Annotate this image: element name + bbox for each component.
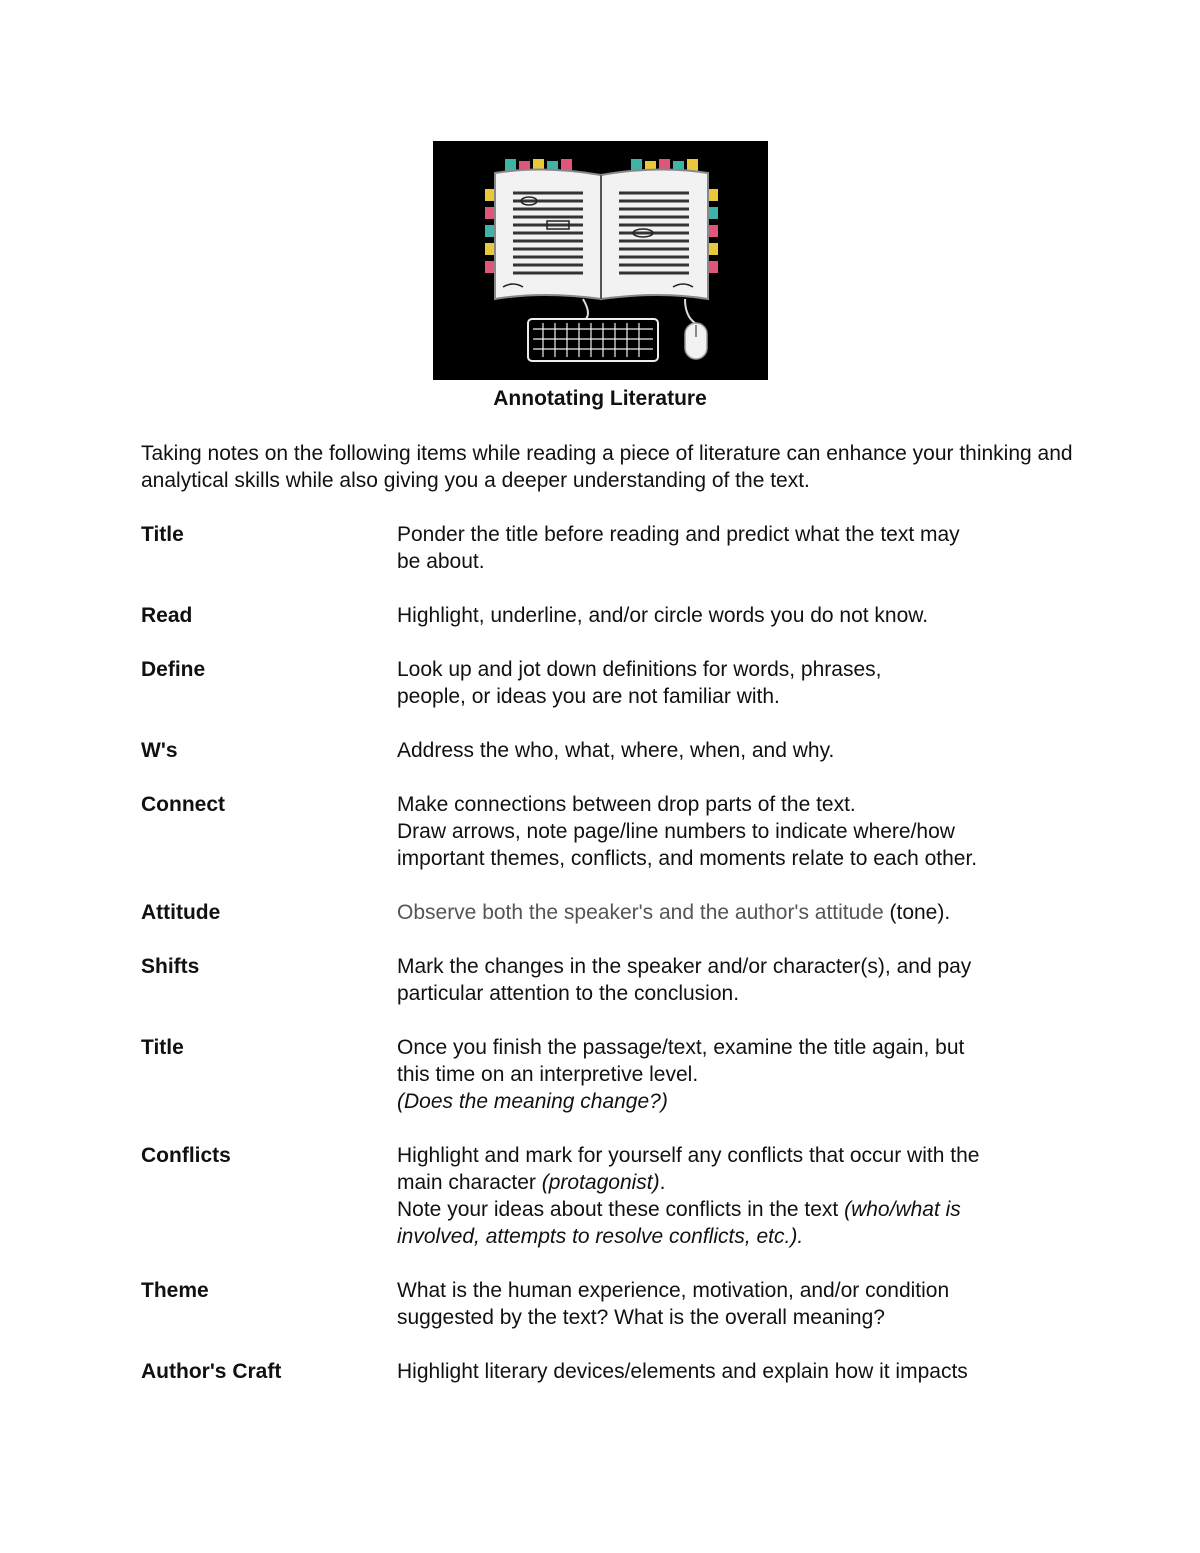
description-line: particular attention to the conclusion. xyxy=(397,982,740,1005)
description-line xyxy=(397,1196,1081,1223)
guide-description xyxy=(397,602,1081,629)
description-line: people, or ideas you are not familiar with. xyxy=(397,685,780,708)
description-text: (who/what is xyxy=(844,1198,961,1221)
guide-description xyxy=(397,521,1081,575)
description-line: Draw arrows, note page/line numbers to indicate where/how xyxy=(397,820,955,843)
description-text: main character xyxy=(397,1171,542,1194)
annotation-guide-list xyxy=(141,521,1081,1412)
guide-row-title xyxy=(141,521,1081,575)
guide-term: Shifts xyxy=(141,955,200,978)
guide-description xyxy=(397,899,1081,926)
description-line: Once you finish the passage/text, examine the title again, but xyxy=(397,1036,965,1059)
description-line: this time on an interpretive level. xyxy=(397,1063,699,1086)
description-text: Observe both the speaker's and the author's attitude xyxy=(397,901,890,924)
description-line: involved, attempts to resolve conflicts, etc.). xyxy=(397,1225,804,1248)
description-line: Highlight and mark for yourself any conflicts that occur with the xyxy=(397,1144,980,1167)
description-line: Mark the changes in the speaker and/or character(s), and pay xyxy=(397,955,972,978)
description-line xyxy=(397,1169,1081,1196)
guide-row-authors-craft xyxy=(141,1358,1081,1385)
guide-description xyxy=(397,953,1081,1007)
guide-row-ws xyxy=(141,737,1081,764)
guide-term: W's xyxy=(141,739,178,762)
guide-row-attitude xyxy=(141,899,1081,926)
guide-row-shifts xyxy=(141,953,1081,1007)
description-line: important themes, conflicts, and moments relate to each other. xyxy=(397,847,978,870)
guide-row-define xyxy=(141,656,1081,710)
guide-term: Theme xyxy=(141,1279,209,1302)
description-line: Ponder the title before reading and predict what the text may xyxy=(397,523,960,546)
description-line: Address the who, what, where, when, and why. xyxy=(397,739,835,762)
intro-paragraph: Taking notes on the following items while reading a piece of literature can enhance your thinking and analytical skills while also giving you a deeper understanding of the text. xyxy=(141,442,1073,492)
description-text: Note your ideas about these conflicts in the text xyxy=(397,1198,845,1221)
guide-term: Author's Craft xyxy=(141,1360,282,1383)
description-text: (tone). xyxy=(889,901,951,924)
keyboard-icon xyxy=(528,319,658,361)
guide-description xyxy=(397,1034,1081,1115)
guide-description xyxy=(397,1358,1081,1385)
description-line: Look up and jot down definitions for words, phrases, xyxy=(397,658,882,681)
guide-term: Read xyxy=(141,604,193,627)
description-line: What is the human experience, motivation, and/or condition xyxy=(397,1279,950,1302)
guide-term: Conflicts xyxy=(141,1144,231,1167)
description-text: . xyxy=(659,1171,666,1194)
description-line: Make connections between drop parts of the text. xyxy=(397,793,856,816)
description-line: suggested by the text? What is the overall meaning? xyxy=(397,1306,885,1329)
guide-term: Title xyxy=(141,523,184,546)
guide-row-read xyxy=(141,602,1081,629)
description-line xyxy=(397,899,1081,926)
guide-row-connect xyxy=(141,791,1081,872)
guide-term: Title xyxy=(141,1036,184,1059)
guide-row-title-again xyxy=(141,1034,1081,1115)
description-line: Highlight literary devices/elements and explain how it impacts xyxy=(397,1360,968,1383)
book-keyboard-illustration xyxy=(433,141,768,380)
guide-description xyxy=(397,1277,1081,1331)
guide-description xyxy=(397,737,1081,764)
guide-row-conflicts xyxy=(141,1142,1081,1250)
description-line: be about. xyxy=(397,550,485,573)
guide-term: Attitude xyxy=(141,901,221,924)
guide-description xyxy=(397,656,1081,710)
guide-term: Define xyxy=(141,658,206,681)
description-line: Highlight, underline, and/or circle words you do not know. xyxy=(397,604,929,627)
guide-term: Connect xyxy=(141,793,225,816)
document-title: Annotating Literature xyxy=(493,387,707,410)
guide-description xyxy=(397,1142,1081,1250)
description-text: (protagonist) xyxy=(541,1171,660,1194)
guide-description xyxy=(397,791,1081,872)
description-line: (Does the meaning change?) xyxy=(397,1090,668,1113)
mouse-icon xyxy=(685,323,707,359)
guide-row-theme xyxy=(141,1277,1081,1331)
